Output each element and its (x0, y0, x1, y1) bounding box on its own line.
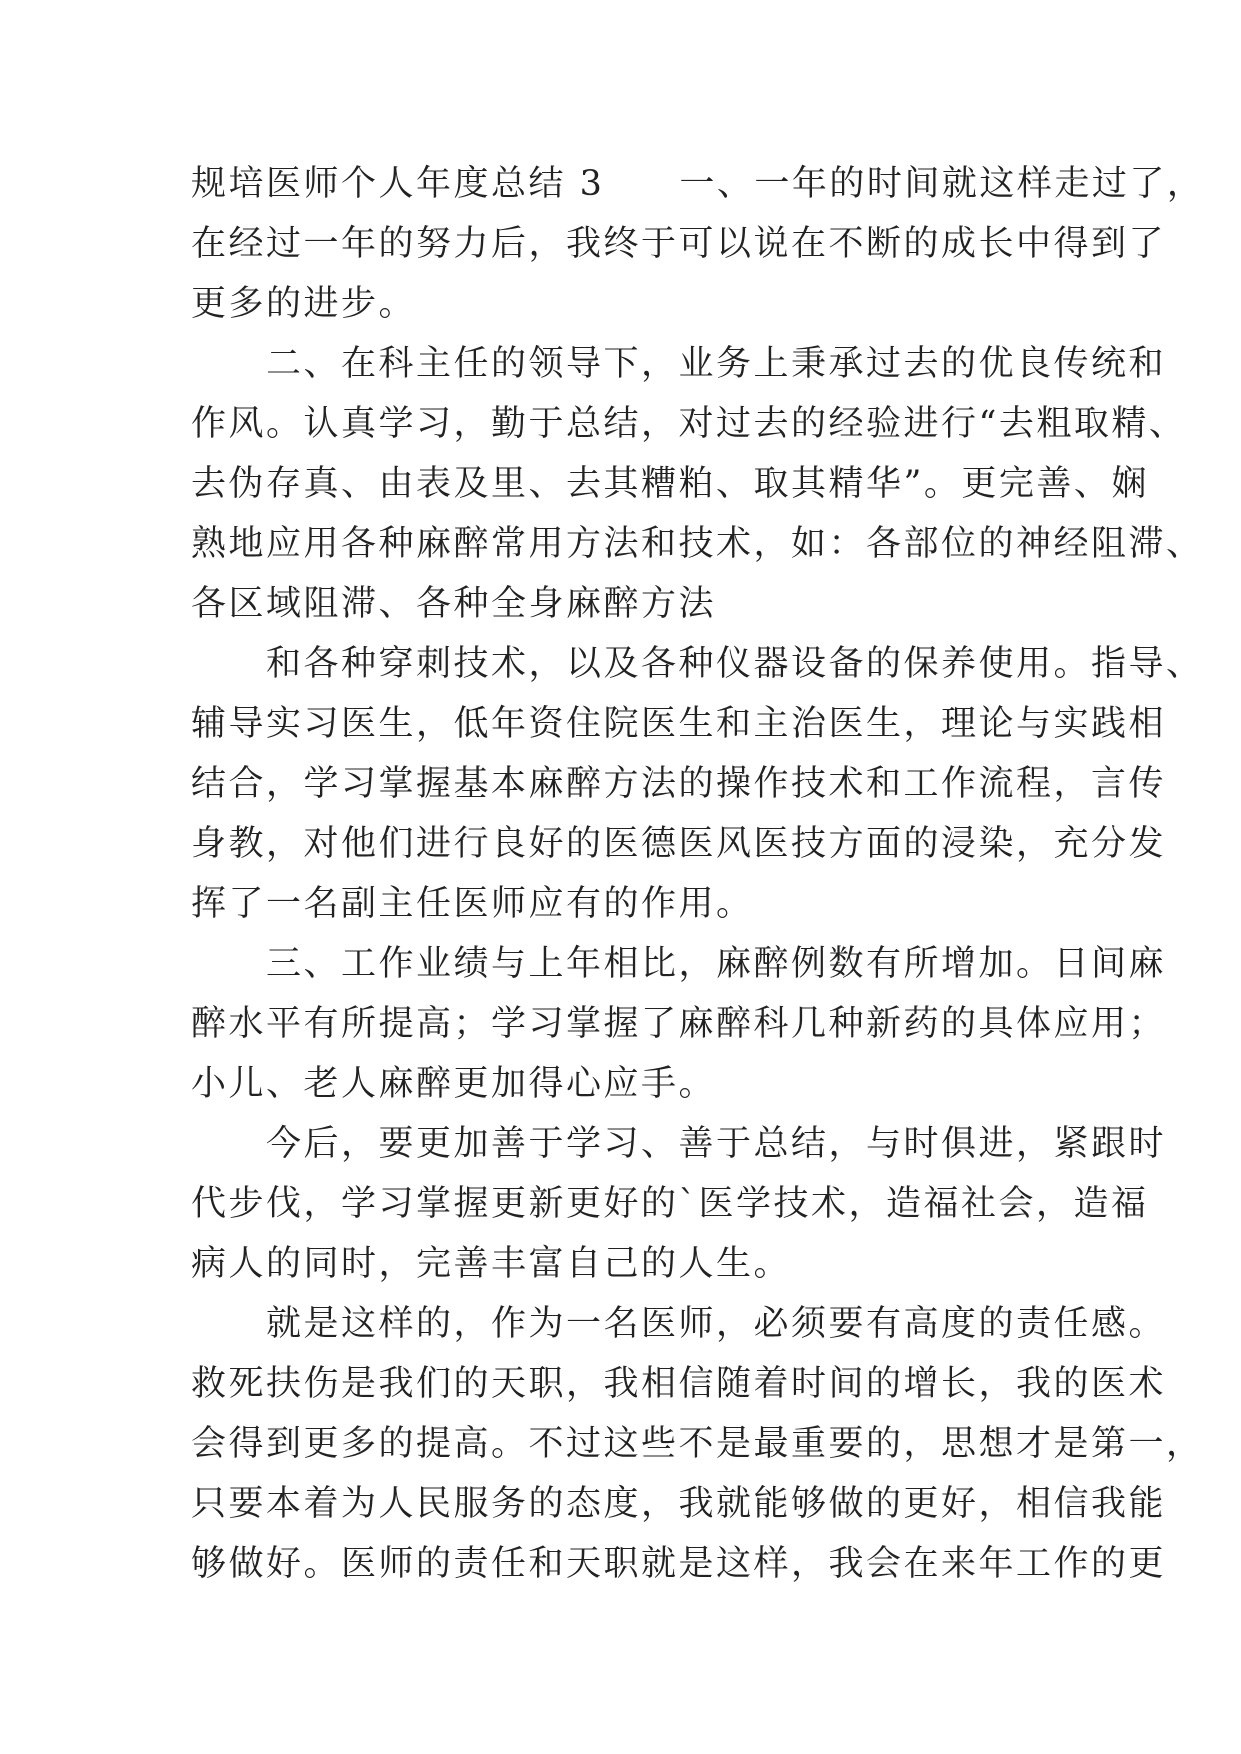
text-line-14: 三、工作业绩与上年相比，麻醉例数有所增加。日间麻 (191, 944, 1167, 984)
text-line-9: 和各种穿刺技术，以及各种仪器设备的保养使用。指导、 (191, 644, 1204, 684)
text-line-5: 作风。认真学习，勤于总结，对过去的经验进行“去粗取精、 (191, 404, 1187, 444)
text-line-10: 辅导实习医生，低年资住院医生和主治医生，理论与实践相 (191, 704, 1167, 744)
text-line-4: 二、在科主任的领导下，业务上秉承过去的优良传统和 (191, 344, 1167, 384)
text-line-3: 更多的进步。 (191, 284, 417, 324)
text-line-21: 救死扶伤是我们的天职，我相信随着时间的增长，我的医术 (191, 1364, 1167, 1404)
text-line-11: 结合，学习掌握基本麻醉方法的操作技术和工作流程，言传 (191, 764, 1167, 804)
text-line-1: 规培医师个人年度总结 3 一、一年的时间就这样走过了， (191, 164, 1205, 204)
text-line-24: 够做好。医师的责任和天职就是这样，我会在来年工作的更 (191, 1544, 1167, 1584)
text-line-7: 熟地应用各种麻醉常用方法和技术，如：各部位的神经阻滞、 (191, 524, 1204, 564)
text-line-22: 会得到更多的提高。不过这些不是最重要的，思想才是第一， (191, 1424, 1204, 1464)
text-line-8: 各区域阻滞、各种全身麻醉方法 (191, 584, 717, 624)
text-line-23: 只要本着为人民服务的态度，我就能够做的更好，相信我能 (191, 1484, 1167, 1524)
text-line-2: 在经过一年的努力后，我终于可以说在不断的成长中得到了 (191, 224, 1167, 264)
text-line-17: 今后，要更加善于学习、善于总结，与时俱进，紧跟时 (191, 1124, 1167, 1164)
text-line-18: 代步伐，学习掌握更新更好的`医学技术，造福社会，造福 (191, 1184, 1149, 1224)
text-line-12: 身教，对他们进行良好的医德医风医技方面的浸染，充分发 (191, 824, 1167, 864)
text-line-15: 醉水平有所提高；学习掌握了麻醉科几种新药的具体应用； (191, 1004, 1167, 1044)
text-line-13: 挥了一名副主任医师应有的作用。 (191, 884, 754, 924)
text-line-16: 小儿、老人麻醉更加得心应手。 (191, 1064, 717, 1104)
text-line-19: 病人的同时，完善丰富自己的人生。 (191, 1244, 792, 1284)
text-line-6: 去伪存真、由表及里、去其糟粕、取其精华”。更完善、娴 (191, 464, 1149, 504)
text-line-20: 就是这样的，作为一名医师，必须要有高度的责任感。 (191, 1304, 1167, 1344)
